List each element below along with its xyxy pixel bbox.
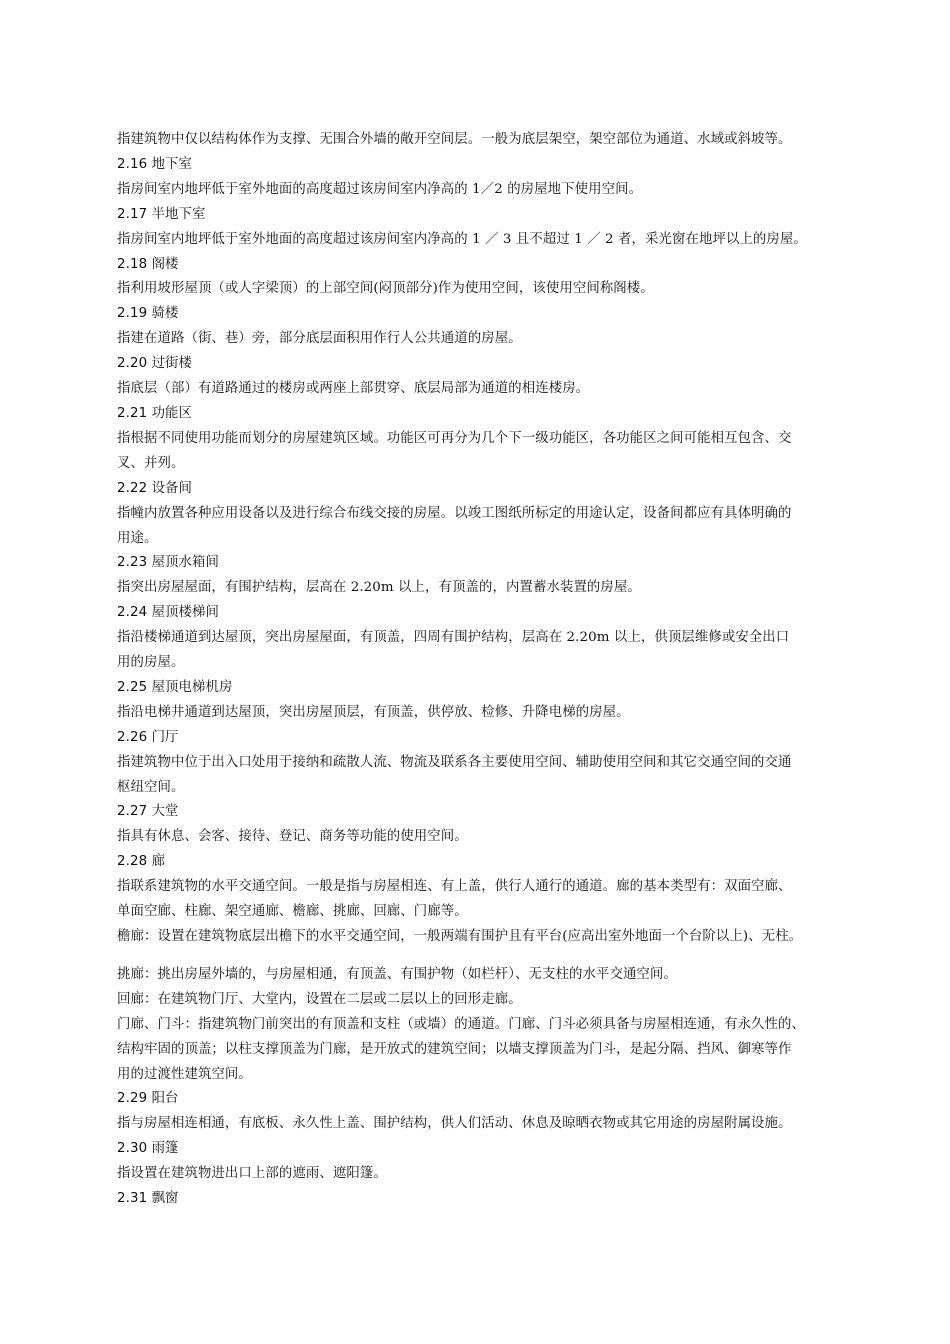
section-heading: 2.27 大堂 [117,804,179,820]
body-text-line: 指根据不同使用功能而划分的房屋建筑区域。功能区可再分为几个下一级功能区，各功能区之间可能相互包含、交 [117,430,792,446]
section-heading: 2.23 屋顶水箱间 [117,555,220,571]
body-text-line: 单面空廊、柱廊、架空通廊、檐廊、挑廊、回廊、门廊等。 [117,904,468,920]
body-text-line: 指沿楼梯通道到达屋顶，突出房屋屋面，有顶盖，四周有围护结构，层高在 2.20m 以上，供顶层维修或安全出口 [117,630,790,646]
section-heading: 2.29 阳台 [117,1091,179,1107]
paragraph-gap [117,950,840,963]
body-text-line: 枢纽空间。 [117,779,185,795]
body-text-line: 挑廊：挑出房屋外墙的，与房屋相通，有顶盖、有围护物（如栏杆）、无支柱的水平交通空间。 [117,966,677,982]
body-text-line: 指房间室内地坪低于室外地面的高度超过该房间室内净高的 1／2 的房屋地下使用空间。 [117,181,643,197]
body-text-line: 门廊、门斗：指建筑物门前突出的有顶盖和支柱（或墙）的通道。门廊、门斗必须具备与房屋相连通，有永久性的、 [117,1016,806,1032]
body-text-line: 指建筑物中仅以结构体作为支撑、无围合外墙的敞开空间层。一般为底层架空，架空部位为通道、水域或斜坡等。 [117,132,792,147]
section-heading: 2.17 半地下室 [117,206,206,222]
section-heading: 2.20 过街楼 [117,356,193,372]
section-heading: 2.28 廊 [117,854,166,870]
section-heading: 2.24 屋顶楼梯间 [117,605,220,621]
section-heading: 2.16 地下室 [117,156,193,172]
body-text-line: 指幢内放置各种应用设备以及进行综合布线交接的房屋。以竣工图纸所标定的用途认定，设备间都应有具体明确的 [117,505,792,521]
body-text-line: 指具有休息、会客、接待、登记、商务等功能的使用空间。 [117,829,468,845]
body-text-line: 回廊：在建筑物门厅、大堂内，设置在二层或二层以上的回形走廊。 [117,991,522,1007]
body-text-line: 指建筑物中位于出入口处用于接纳和疏散人流、物流及联系各主要使用空间、辅助使用空间和其它交通空间的交通 [117,754,792,770]
body-text-line: 檐廊：设置在建筑物底层出檐下的水平交通空间，一般两端有围护且有平台(应高出室外地面一个台阶以上)、无柱。 [117,929,803,944]
body-text-line: 结构牢固的顶盖；以柱支撑顶盖为门廊，是开放式的建筑空间；以墙支撑顶盖为门斗，是起分隔、挡风、御寒等作 [117,1041,792,1057]
section-heading: 2.25 屋顶电梯机房 [117,679,233,695]
section-heading: 2.21 功能区 [117,405,193,421]
section-heading: 2.18 阁楼 [117,256,179,272]
body-text-line: 用的过渡性建筑空间。 [117,1066,252,1082]
body-text-line: 指设置在建筑物进出口上部的遮雨、遮阳篷。 [117,1166,387,1182]
body-text-line: 指房间室内地坪低于室外地面的高度超过该房间室内净高的 1 ／ 3 且不超过 1 ／ 2 者，采光窗在地坪以上的房屋。 [117,231,807,247]
section-heading: 2.26 门厅 [117,729,179,745]
body-text-line: 指联系建筑物的水平交通空间。一般是指与房屋相连、有上盖，供行人通行的通道。廊的基本类型有：双面空廊、 [117,879,792,895]
section-heading: 2.31 飘窗 [117,1191,179,1207]
section-heading: 2.22 设备间 [117,480,193,496]
section-heading: 2.30 雨篷 [117,1141,179,1157]
body-text-line: 指沿电梯井通道到达屋顶，突出房屋顶层，有顶盖，供停放、检修、升降电梯的房屋。 [117,704,630,720]
body-text-line: 指利用坡形屋顶（或人字梁顶）的上部空间(闷顶部分)作为使用空间，该使用空间称阁楼。 [117,281,654,297]
body-text-line: 指突出房屋屋面，有围护结构，层高在 2.20m 以上，有顶盖的，内置蓄水装置的房屋。 [117,580,641,596]
body-text-line: 用途。 [117,530,158,546]
body-text-line: 用的房屋。 [117,655,185,671]
body-text-line: 指底层（部）有道路通过的楼房或两座上部贯穿、底层局部为通道的相连楼房。 [117,381,590,397]
body-text-line: 叉、并列。 [117,455,185,471]
body-text-line: 指建在道路（街、巷）旁，部分底层面积用作行人公共通道的房屋。 [117,331,522,347]
body-text-line: 指与房屋相连相通，有底板、永久性上盖、围护结构，供人们活动、休息及晾晒衣物或其它用途的房屋附属设施。 [117,1116,792,1132]
section-heading: 2.19 骑楼 [117,306,179,322]
